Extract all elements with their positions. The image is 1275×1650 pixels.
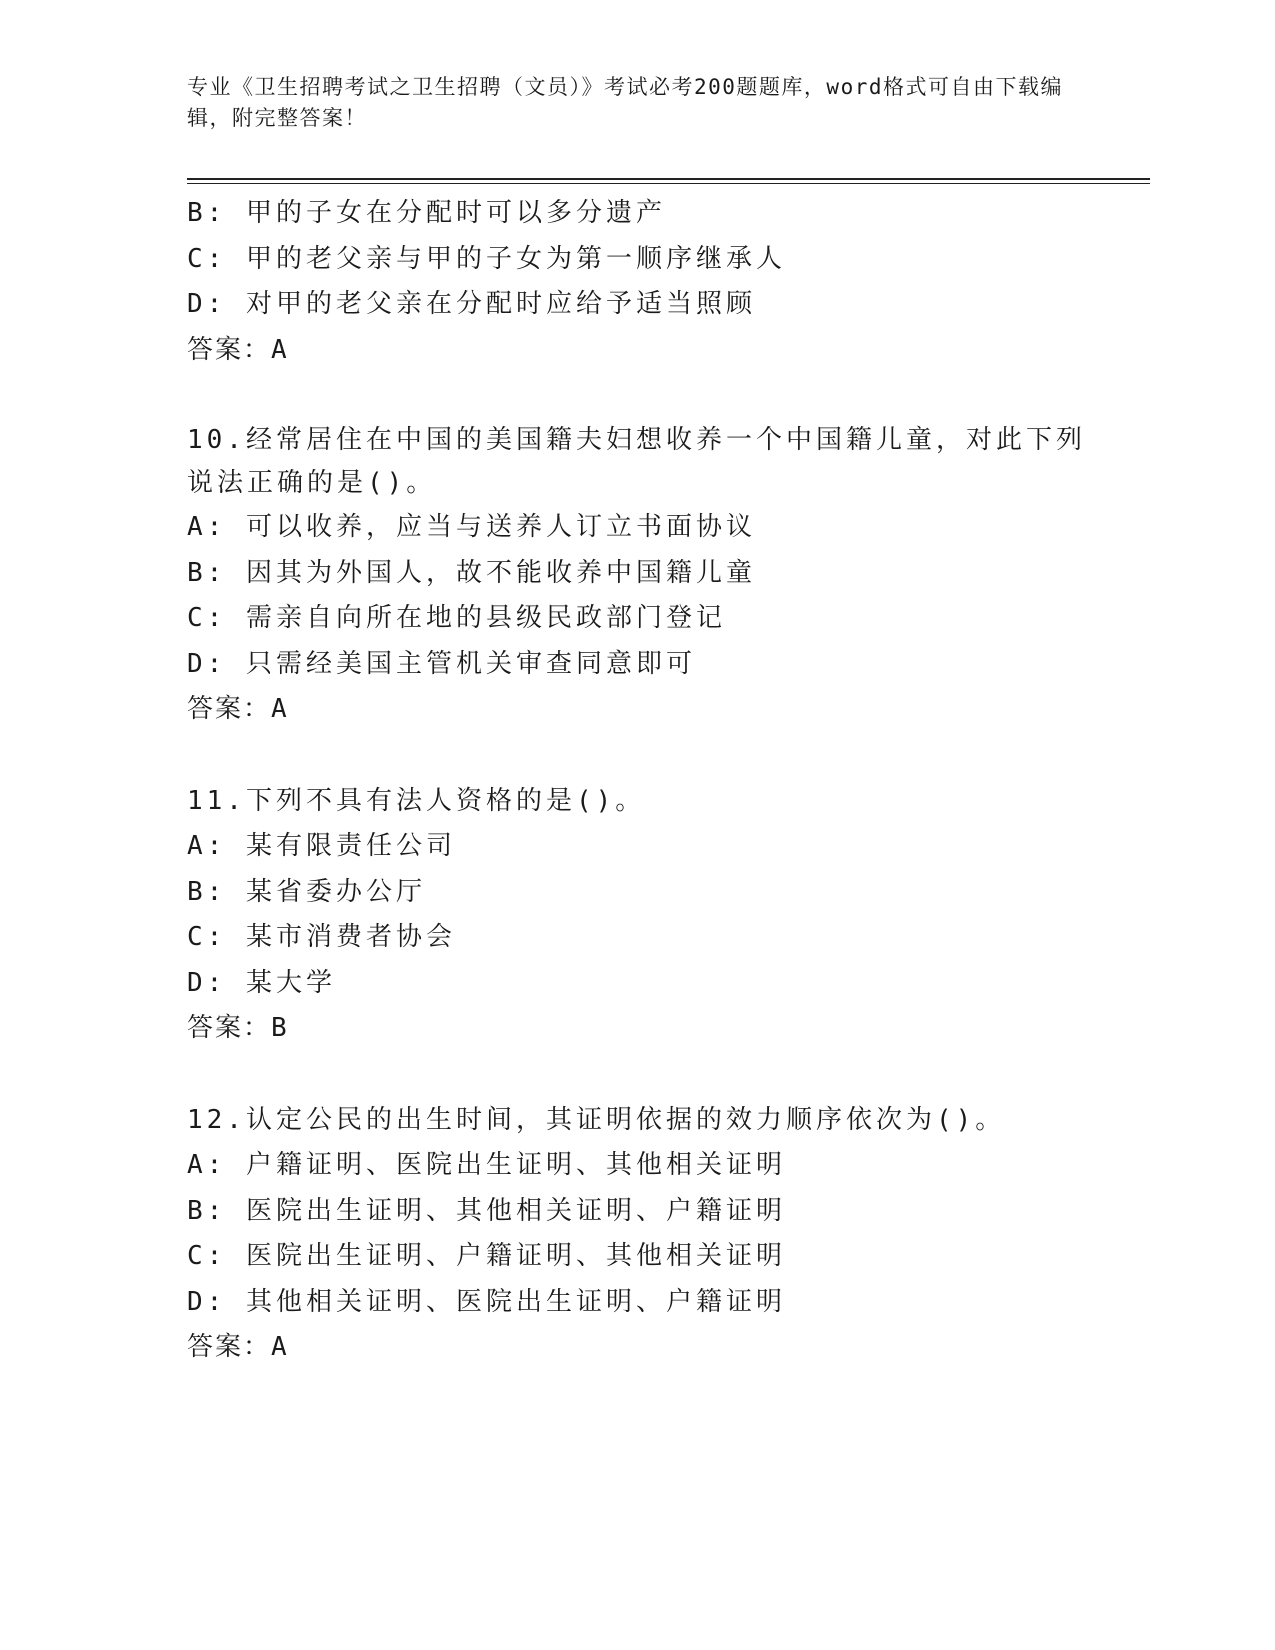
option-c: C: 甲的老父亲与甲的子女为第一顺序继承人 bbox=[187, 243, 786, 274]
option-b: B: 因其为外国人，故不能收养中国籍儿童 bbox=[187, 557, 756, 588]
option-c: C: 医院出生证明、户籍证明、其他相关证明 bbox=[187, 1241, 786, 1271]
question-partial bbox=[187, 191, 1107, 373]
option-a: A: 户籍证明、医院出生证明、其他相关证明 bbox=[187, 1150, 786, 1180]
option-b: B: 某省委办公厅 bbox=[187, 876, 426, 907]
question-list bbox=[187, 191, 1107, 1371]
question-stem: 11.下列不具有法人资格的是()。 bbox=[187, 785, 646, 816]
option-d: D: 其他相关证明、医院出生证明、户籍证明 bbox=[187, 1286, 786, 1317]
header-rule-thick bbox=[187, 178, 1150, 180]
question-12 bbox=[187, 1098, 1107, 1371]
answer: 答案：B bbox=[187, 1013, 289, 1043]
option-d: D: 只需经美国主管机关审查同意即可 bbox=[187, 648, 696, 679]
option-d: D: 某大学 bbox=[187, 967, 336, 998]
option-c: C: 某市消费者协会 bbox=[187, 922, 456, 952]
header-rule-thin bbox=[187, 183, 1150, 184]
answer: 答案：A bbox=[187, 694, 289, 724]
option-a: A: 可以收养，应当与送养人订立书面协议 bbox=[187, 512, 756, 542]
option-c: C: 需亲自向所在地的县级民政部门登记 bbox=[187, 603, 726, 633]
option-a: A: 某有限责任公司 bbox=[187, 831, 456, 861]
question-11 bbox=[187, 779, 1107, 1052]
question-stem: 10.经常居住在中国的美国籍夫妇想收养一个中国籍儿童，对此下列说法正确的是()。 bbox=[187, 425, 1086, 498]
option-b: B: 医院出生证明、其他相关证明、户籍证明 bbox=[187, 1195, 786, 1226]
answer: 答案：A bbox=[187, 334, 289, 365]
option-d: D: 对甲的老父亲在分配时应给予适当照顾 bbox=[187, 289, 756, 319]
question-10 bbox=[187, 419, 1107, 733]
question-stem: 12.认定公民的出生时间，其证明依据的效力顺序依次为()。 bbox=[187, 1104, 1006, 1135]
document-header: 专业《卫生招聘考试之卫生招聘（文员）》考试必考200题题库，word格式可自由下载编辑，附完整答案！ bbox=[187, 75, 1063, 130]
answer: 答案：A bbox=[187, 1332, 289, 1362]
option-b: B: 甲的子女在分配时可以多分遗产 bbox=[187, 198, 666, 228]
